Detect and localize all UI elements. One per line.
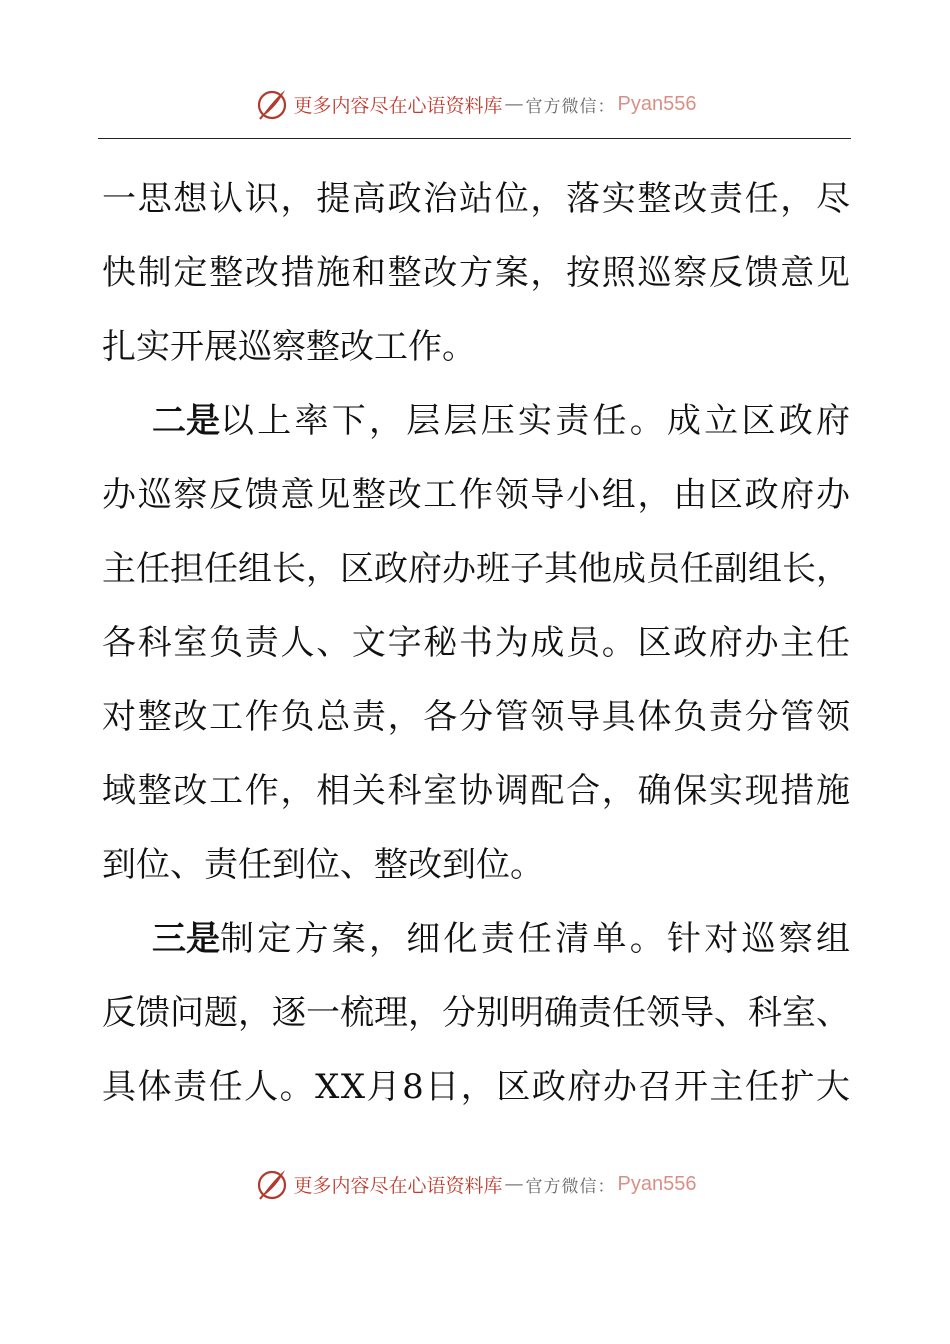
footer-wechat-label: 官方微信： — [525, 1176, 616, 1197]
footer-brand: 更多内容尽在心语资料库 — [293, 1174, 503, 1197]
text-line — [102, 680, 862, 754]
header-divider — [98, 138, 851, 139]
line-text: 各科室负责人、文字秘书为成员。区政府办主任 — [102, 623, 852, 663]
line-text: 一思想认识，提高政治站位，落实整改责任，尽 — [102, 179, 852, 219]
line-text: 办巡察反馈意见整改工作领导小组，由区政府办 — [102, 475, 852, 515]
document-body — [102, 162, 862, 1124]
line-lead: 二是 — [152, 401, 220, 441]
text-line — [102, 458, 862, 532]
line-text: 具体责任人。XX月8日，区政府办召开主任扩大 — [102, 1067, 852, 1107]
header-wechat-label: 官方微信： — [525, 96, 616, 117]
text-line — [102, 310, 862, 384]
text-line — [102, 532, 862, 606]
line-lead: 三是 — [152, 919, 220, 959]
text-line — [102, 754, 862, 828]
footer-wechat-id: Pyan556 — [617, 1172, 697, 1195]
header-banner — [0, 84, 950, 124]
line-text: 以上率下，层层压实责任。成立区政府 — [220, 401, 854, 441]
text-line — [102, 976, 862, 1050]
header-wechat-id: Pyan556 — [617, 92, 697, 115]
line-text: 反馈问题，逐一梳理，分别明确责任领导、科室、 — [102, 993, 850, 1033]
line-text: 对整改工作负总责，各分管领导具体负责分管领 — [102, 697, 852, 737]
quill-logo-icon — [254, 86, 290, 122]
line-text: 域整改工作，相关科室协调配合，确保实现措施 — [102, 771, 852, 811]
text-line — [102, 236, 862, 310]
text-line — [102, 606, 862, 680]
header-brand: 更多内容尽在心语资料库 — [293, 94, 503, 117]
line-text: 制定方案，细化责任清单。针对巡察组 — [220, 919, 854, 959]
footer-separator: — — [504, 1173, 524, 1195]
line-text: 到位、责任到位、整改到位。 — [102, 845, 544, 885]
line-text: 快制定整改措施和整改方案，按照巡察反馈意见 — [102, 253, 852, 293]
quill-logo-icon — [254, 1166, 290, 1202]
footer-banner — [0, 1164, 950, 1204]
line-text: 扎实开展巡察整改工作。 — [102, 327, 476, 367]
line-text: 主任担任组长，区政府办班子其他成员任副组长， — [102, 549, 850, 589]
text-line — [102, 384, 862, 458]
text-line — [102, 828, 862, 902]
header-separator: — — [504, 93, 524, 115]
text-line — [102, 162, 862, 236]
text-line — [102, 902, 862, 976]
text-line — [102, 1050, 862, 1124]
